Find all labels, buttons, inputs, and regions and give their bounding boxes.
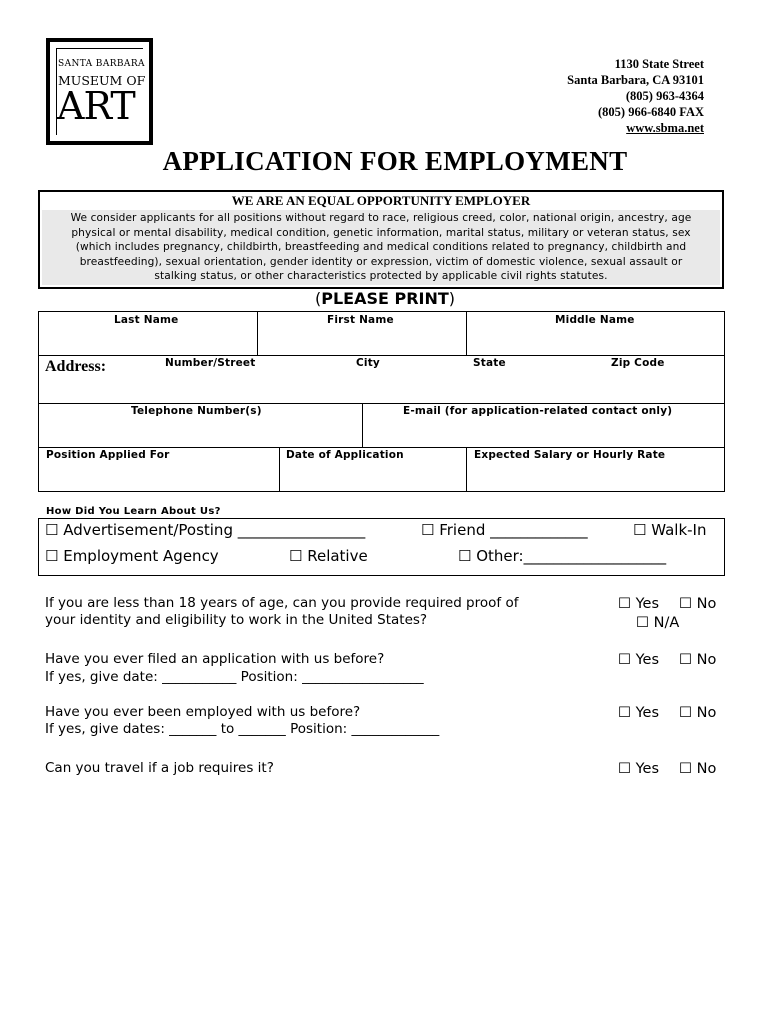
question-1-line2: your identity and eligibility to work in the United States? — [45, 612, 428, 628]
website-text[interactable]: www.sbma.net — [626, 121, 704, 135]
q4-no-checkbox[interactable]: ☐ No — [679, 761, 717, 777]
divider — [466, 311, 467, 356]
please-print-note: (PLEASE PRINT) — [314, 289, 456, 308]
question-3-line2[interactable]: If yes, give dates: _______ to _______ Position: _____________ — [45, 721, 440, 737]
website-link[interactable] — [626, 120, 704, 136]
logo-text-line2: MUSEUM OF — [58, 73, 146, 88]
q4-yes-checkbox[interactable]: ☐ Yes — [618, 761, 660, 777]
zip-code-label: Zip Code — [611, 357, 665, 369]
museum-logo — [46, 38, 153, 145]
logo-text-line1: SANTA BARBARA — [58, 59, 145, 69]
employment-agency-checkbox[interactable]: ☐ Employment Agency — [45, 547, 219, 565]
date-field[interactable] — [281, 466, 465, 490]
q3-yes-checkbox[interactable]: ☐ Yes — [618, 705, 660, 721]
eeo-line: stalking status, or other characteristics protected by applicable civil rights statutes. — [154, 270, 608, 283]
city-label: City — [356, 357, 380, 369]
question-3-line1: Have you ever been employed with us before? — [45, 704, 361, 720]
address-phone: (805) 963-4364 — [625, 89, 704, 103]
first-name-field[interactable] — [259, 330, 465, 354]
date-label: Date of Application — [286, 449, 404, 461]
position-label: Position Applied For — [46, 449, 170, 461]
email-label: E-mail (for application-related contact only) — [403, 405, 673, 417]
advertisement-checkbox[interactable]: ☐ Advertisement/Posting _________________ — [45, 521, 366, 539]
eeo-line: physical or mental disability, medical condition, genetic information, marital status, military or veteran status, sex — [71, 226, 691, 239]
divider — [466, 447, 467, 492]
eeo-statement-box — [38, 190, 724, 289]
state-label: State — [473, 357, 506, 369]
question-2-line2[interactable]: If yes, give date: ___________ Position: __________________ — [45, 669, 424, 685]
salary-label: Expected Salary or Hourly Rate — [474, 449, 666, 461]
learn-heading: How Did You Learn About Us? — [46, 506, 221, 517]
telephone-label: Telephone Number(s) — [131, 405, 262, 417]
eeo-line: (which includes pregnancy, childbirth, breastfeeding and medical conditions related to pregnancy, childbirth and — [75, 241, 687, 254]
last-name-field[interactable] — [40, 330, 256, 354]
first-name-label: First Name — [327, 314, 394, 326]
eeo-text — [48, 211, 714, 284]
number-street-label: Number/Street — [165, 357, 256, 369]
telephone-field[interactable] — [40, 422, 360, 446]
q3-no-checkbox[interactable]: ☐ No — [679, 705, 717, 721]
salary-field[interactable] — [468, 466, 723, 490]
eeo-line: breastfeeding), sexual orientation, gender identity or expression, victim of domestic violence, sexual assault or — [79, 255, 683, 268]
relative-checkbox[interactable]: ☐ Relative — [289, 547, 368, 565]
divider — [257, 311, 258, 356]
q2-yes-checkbox[interactable]: ☐ Yes — [618, 652, 660, 668]
walk-in-checkbox[interactable]: ☐ Walk-In — [633, 521, 707, 539]
address-city: Santa Barbara, CA 93101 — [567, 73, 704, 87]
question-2-line1: Have you ever filed an application with us before? — [45, 651, 385, 667]
divider — [362, 403, 363, 448]
last-name-label: Last Name — [114, 314, 179, 326]
eeo-heading: WE ARE AN EQUAL OPPORTUNITY EMPLOYER — [231, 193, 531, 208]
logo-text-line3: ART — [57, 84, 135, 128]
address-fax: (805) 966-6840 FAX — [598, 105, 704, 119]
middle-name-label: Middle Name — [555, 314, 635, 326]
divider — [279, 447, 280, 492]
position-field[interactable] — [40, 466, 278, 490]
address-label: Address: — [45, 358, 107, 375]
middle-name-field[interactable] — [468, 330, 723, 354]
q1-no-checkbox[interactable]: ☐ No — [679, 596, 717, 612]
email-field[interactable] — [364, 422, 723, 446]
friend-checkbox[interactable]: ☐ Friend _____________ — [421, 521, 588, 539]
page-title: APPLICATION FOR EMPLOYMENT — [162, 146, 628, 176]
eeo-line: We consider applicants for all positions without regard to race, religious creed, color, national origin, ancestry, age — [70, 212, 692, 224]
question-1-line1: If you are less than 18 years of age, can you provide required proof of — [45, 595, 519, 611]
other-checkbox[interactable]: ☐ Other:___________________ — [458, 547, 667, 565]
q1-yes-checkbox[interactable]: ☐ Yes — [618, 596, 660, 612]
address-street: 1130 State Street — [614, 57, 704, 71]
q2-no-checkbox[interactable]: ☐ No — [679, 652, 717, 668]
q1-na-checkbox[interactable]: ☐ N/A — [636, 615, 680, 631]
question-4-line1: Can you travel if a job requires it? — [45, 760, 274, 776]
address-field[interactable] — [40, 378, 723, 402]
